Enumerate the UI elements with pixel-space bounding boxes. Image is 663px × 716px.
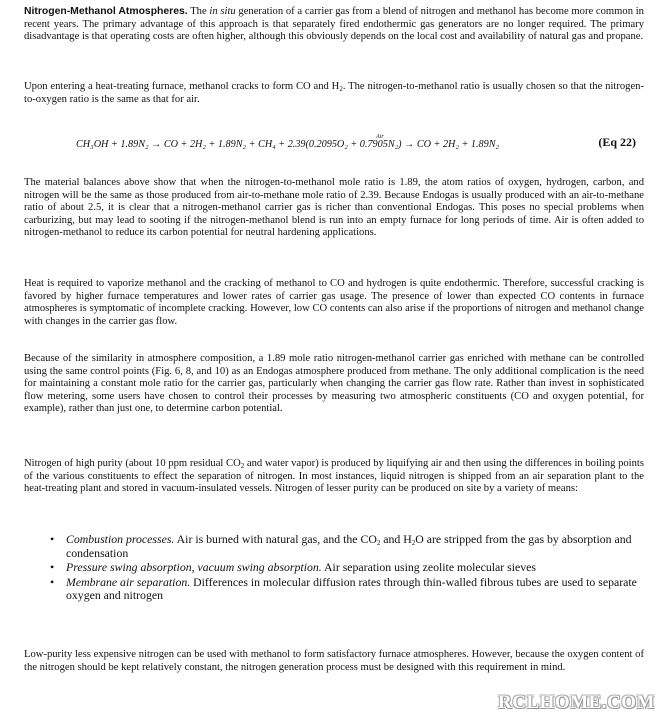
emphasis-in-situ: in situ xyxy=(209,6,236,17)
equation-air-label: Air xyxy=(376,134,384,140)
bullet-icon: • xyxy=(50,574,55,589)
equation-number: (Eq 22) xyxy=(598,135,636,149)
equation-expression: CH₃OH + 1.89N₂ → CO + 2H₂ + 1.89N₂ + CH₄ + 2.39(0.2095O₂ + 0.7905N₂) → CO + 2H₂ + 1.89N₂ xyxy=(76,139,500,150)
bullet-icon: • xyxy=(50,560,55,575)
paragraph-high-purity-nitrogen: Nitrogen of high purity (about 10 ppm residual $CO_2$ and water vapor) is produced by liquifying air and then using the differences in boiling points of the various constituents to effect the separation of nitrogen. In most instances, liquid nitrogen is shipped from an air separation plant to the heat-treating plant and stored in vacuum-insulated vessels. Nitrogen of lesser purity can be produced on site by a variety of means: xyxy=(24,458,644,495)
list-item: • Membrane air separation. Differences in molecular diffusion rates through thin-walled fibrous tubes are used to separate oxygen and nitrogen xyxy=(50,574,637,603)
bullet-icon: • xyxy=(50,532,55,546)
watermark: RCLHOME.COM xyxy=(498,692,655,714)
section-heading: Nitrogen-Methanol Atmospheres. xyxy=(24,6,188,17)
paragraph-methanol-cracking: Upon entering a heat-treating furnace, methanol cracks to form CO and $H_2$. The nitrogen-to-methanol ratio is usually chosen so that the nitrogen-to-oxygen ratio is the same as that for air. xyxy=(24,81,644,105)
list-item: • Combustion processes. Air is burned with natural gas, and the $CO_2$ and $H_2O$ are stripped from the gas by absorption and condensation xyxy=(50,532,632,560)
paragraph-heat-required: Heat is required to vaporize methanol and the cracking of methanol to CO and hydrogen is quite endothermic. Therefore, successful cracking is favored by higher furnace temperatures and lower rates of carrier gas usage. The presence of lower than expected CO contents in furnace atmospheres is symptomatic of incomplete cracking. However, low CO contents can also arise if the proportions of nitrogen and methanol change with changes in the carrier gas flow. xyxy=(24,278,644,327)
paragraph-nitrogen-methanol: Nitrogen-Methanol Atmospheres. The in situ generation of a carrier gas from a blend of nitrogen and methanol has become more common in recent years. The primary advantage of this approach is that separately fired endothermic gas generators are no longer required. The primary disadvantage is that operating costs are often higher, although this obviously depends on the local cost and availability of natural gas and propane. xyxy=(24,6,644,43)
list-item: • Pressure swing absorption, vacuum swing absorption. Air separation using zeolite molecular sieves xyxy=(50,560,536,575)
equation-22 xyxy=(76,136,644,156)
paragraph-material-balances: The material balances above show that when the nitrogen-to-methanol mole ratio is 1.89, the atom ratios of oxygen, hydrogen, carbon, and nitrogen will be the same as those produced from air-to-methane mole ratio of 2.39. Because Endogas is usually produced with an air-to-methane ratio of about 2.5, it is clear that a nitrogen-methanol carrier gas is richer than conventional Endogas. This poses no special problems when carburizing, but may lead to sooting if the nitrogen-methanol blend is run into an empty furnace for long periods of time. Air is often added to nitrogen-methanol to reduce its carbon potential for neutral hardening applications. xyxy=(24,177,644,239)
paragraph-low-purity: Low-purity less expensive nitrogen can be used with methanol to form satisfactory furnace atmospheres. However, because the oxygen content of the nitrogen should be kept relatively constant, the nitrogen generation process must be designed with this requirement in mind. xyxy=(24,649,644,673)
paragraph-similarity: Because of the similarity in atmosphere composition, a 1.89 mole ratio nitrogen-methanol carrier gas enriched with methane can be controlled using the same control points (Fig. 6, 8, and 10) as an Endogas atmosphere produced from methane. The only additional complication is the need for maintaining a constant mole ratio for the carrier gas, particularly when changing the carrier gas flow rate. Rather than invest in sophisticated flow metering, some users have chosen to control their processes by measuring two atmospheric constituents (CO and oxygen potential, for example), rather than just one, to determine carbon potential. xyxy=(24,353,644,415)
nitrogen-production-list xyxy=(50,533,642,604)
